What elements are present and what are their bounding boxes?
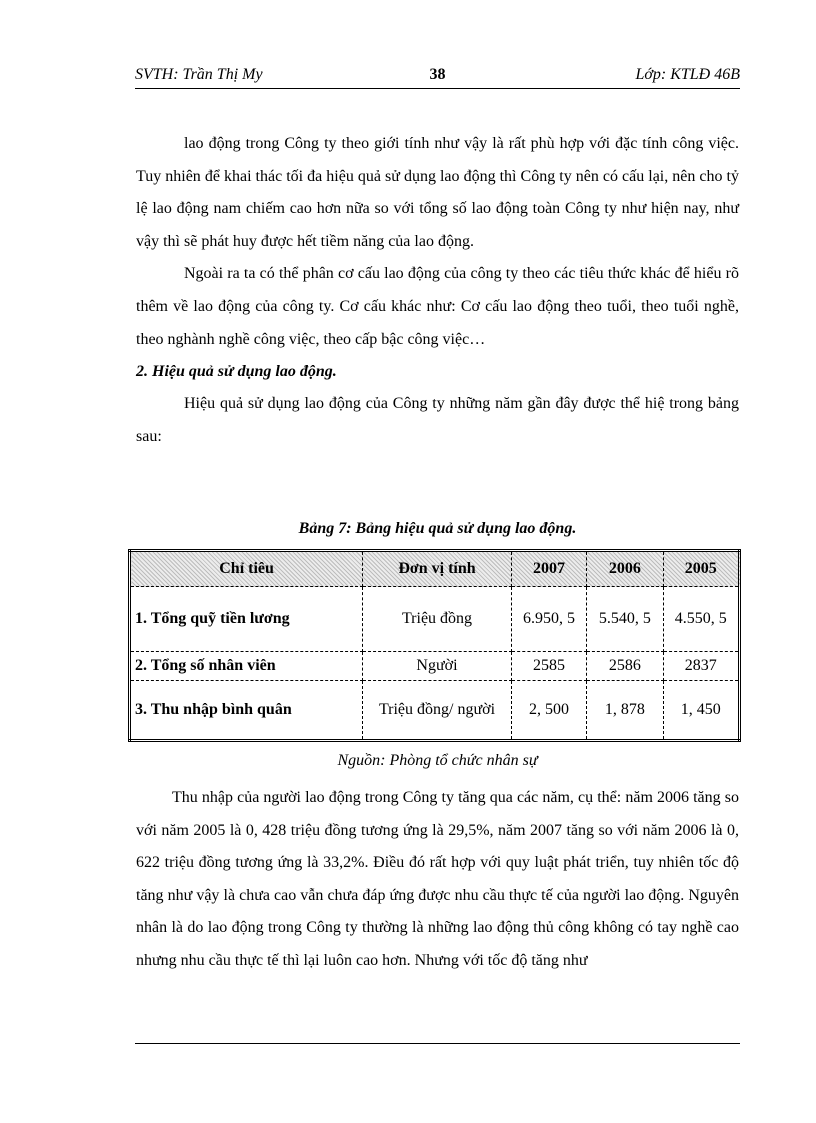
table-caption: Bảng 7: Bảng hiệu quả sử dụng lao động. xyxy=(298,520,577,537)
table-cell: 5.540, 5 xyxy=(587,587,663,652)
table-row xyxy=(130,652,740,681)
row-label: 1. Tổng quỹ tiền lương xyxy=(130,587,363,652)
efficiency-table xyxy=(128,549,741,742)
column-header: Chỉ tiêu xyxy=(130,551,363,587)
column-header: 2007 xyxy=(511,551,586,587)
body-text-continued xyxy=(136,782,739,978)
page-header xyxy=(135,62,740,89)
paragraph-2: Ngoài ra ta có thể phân cơ cấu lao động của công ty theo các tiêu thức khác để hiểu rõ thêm về lao động của công ty. Cơ cấu khác như: Cơ cấu lao động theo tuổi, theo tuổi nghề, theo nghành nghề công việc, theo cấp bậc công việc… xyxy=(136,265,739,348)
header-student: SVTH: Trần Thị My xyxy=(135,66,263,83)
table-cell: 2, 500 xyxy=(511,681,586,741)
column-header: 2006 xyxy=(587,551,663,587)
table-cell: Người xyxy=(363,652,512,681)
closing-paragraph: Thu nhập của người lao động trong Công ty tăng qua các năm, cụ thể: năm 2006 tăng so với năm 2005 là 0, 428 triệu đồng tương ứng là 29,5%, năm 2007 tăng so với năm 2006 là 0, 622 triệu đồng tương ứng là 33,2%. Điều đó rất hợp với quy luật phát triển, tuy nhiên tốc độ tăng như vậy là chưa cao vẫn chưa đáp ứng được nhu cầu thực tế của người lao động. Nguyên nhân là do lao động trong Công ty thường là những lao động thủ công không có tay nghề cao nhưng nhu cầu thực tế thì lại luôn cao hơn. Nhưng với tốc độ tăng như xyxy=(136,789,739,969)
table-cell: 2585 xyxy=(511,652,586,681)
page-number: 38 xyxy=(429,66,446,83)
table-cell: 1, 450 xyxy=(663,681,739,741)
row-label: 2. Tổng số nhân viên xyxy=(130,652,363,681)
header-class: Lớp: KTLĐ 46B xyxy=(635,66,740,83)
table-cell: 6.950, 5 xyxy=(511,587,586,652)
paragraph-intro: Hiệu quả sử dụng lao động của Công ty những năm gần đây được thể hiệ trong bảng sau: xyxy=(136,395,739,445)
row-label: 3. Thu nhập bình quân xyxy=(130,681,363,741)
table-header-row xyxy=(130,551,740,587)
column-header: Đơn vị tính xyxy=(363,551,512,587)
table-cell: Triệu đồng xyxy=(363,587,512,652)
section-heading: 2. Hiệu quả sử dụng lao động. xyxy=(136,363,337,381)
table-source: Nguồn: Phòng tổ chức nhân sự xyxy=(337,752,538,769)
column-header: 2005 xyxy=(663,551,739,587)
table-cell: Triệu đồng/ người xyxy=(363,681,512,741)
table-cell: 2586 xyxy=(587,652,663,681)
table-row xyxy=(130,587,740,652)
table-row xyxy=(130,681,740,741)
table-cell: 1, 878 xyxy=(587,681,663,741)
table-cell: 4.550, 5 xyxy=(663,587,739,652)
paragraph-1: lao động trong Công ty theo giới tính như vậy là rất phù hợp với đặc tính công việc. Tuy nhiên để khai thác tối đa hiệu quả sử dụng lao động thì Công ty nên có cấu lại, nên cho tỷ lệ lao động nam chiếm cao hơn nữa so với tổng số lao động toàn Công ty như hiện nay, như vậy thì sẽ phát huy được hết tiềm năng của lao động. xyxy=(136,135,739,250)
table-cell: 2837 xyxy=(663,652,739,681)
body-text xyxy=(136,128,739,453)
footer-rule xyxy=(135,1043,740,1044)
